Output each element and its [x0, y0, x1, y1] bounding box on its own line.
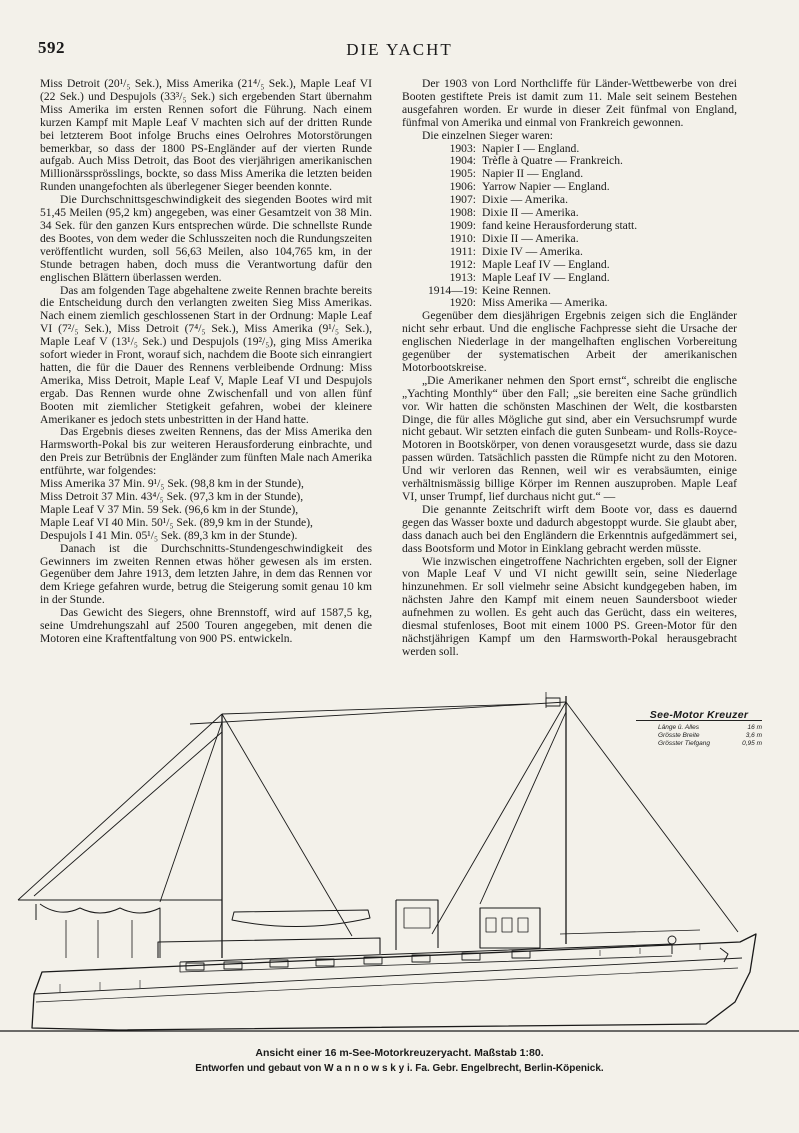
winner-entry: Miss Amerika — Amerika.	[482, 296, 608, 310]
winner-entry: Maple Leaf IV — England.	[482, 270, 610, 284]
spec-label: Länge ü. Alles	[658, 724, 699, 731]
winners-heading: Die einzelnen Sieger waren:	[422, 128, 554, 142]
list-item: Miss Amerika 37 Min. 9¹/₅ Sek. (98,8 km in der Stunde),	[40, 477, 304, 491]
spec-row	[636, 740, 762, 748]
spec-label: Grösste Breite	[658, 732, 700, 739]
list-item	[428, 220, 737, 233]
winner-entry: Keine Rennen.	[482, 283, 551, 297]
figure-caption	[0, 1046, 799, 1076]
year: 1906:	[449, 180, 476, 194]
list-item: Miss Detroit 37 Min. 43⁴/₅ Sek. (97,3 km in der Stunde),	[40, 490, 304, 503]
year: 1912:	[449, 257, 476, 271]
year: 1907:	[449, 193, 476, 207]
page-number: 592	[38, 38, 65, 57]
year: 1913:	[449, 270, 476, 284]
paragraph: Miss Detroit (20¹/₅ Sek.), Miss Amerika (21⁴/₅ Sek.), Maple Leaf VI (22 Sek.) und Despujols (33³/₅ Sek.) sich ergebenden Start übernahm Miss Amerika im ersten Rennen sofort die Führung. Nach einem kurzen Kampf mit Maple Leaf V machten sich auf der dritten Runde bei letzterem Boot infolge Bruchs eines Oelrohres Motorstörungen bemerkbar, so dass der 1800 PS-Engländer auf der vierten Runde aufgab. Auch Miss Detroit, das Boot des vierjährigen amerikanischen Millionärssprösslings, bockte, so dass Miss Amerika die letzten beiden Runden unangefochten als überlegener Sieger beenden konnte.	[40, 77, 372, 194]
left-column	[40, 78, 372, 646]
winner-entry: Maple Leaf IV — England.	[482, 257, 610, 271]
paragraph: Das Gewicht des Siegers, ohne Brennstoff, wird auf 1587,5 kg, seine Umdrehungszahl auf 2500 Touren angegeben, mit denen die Motoren eine Kraftentfaltung von 900 PS. entwickeln.	[40, 606, 372, 645]
winner-entry: Dixie II — Amerika.	[482, 231, 579, 245]
paragraph: Die Durchschnittsgeschwindigkeit des siegenden Bootes wird mit 51,45 Meilen (95,2 km) angegeben, was einer Gesamtzeit von 38 Min. 34 Sek. für den ganzen Kurs entsprechen würde. Die schnellste Runde des Bootes, von dem weder die Schlusszeiten noch die Rundungszeiten veröffentlicht wurden, soll 56,63 Meilen, also 104,765 km, in der Stunde betragen haben, doch muss die Verantwortung dafür den englischen Blättern überlassen werden.	[40, 193, 372, 284]
caption-title: Ansicht einer 16 m-See-Motorkreuzeryacht. Maßstab 1:80.	[255, 1047, 544, 1059]
spec-value: 0,95 m	[742, 740, 762, 747]
year: 1904:	[449, 154, 476, 168]
year: 1910:	[449, 231, 476, 245]
spec-value: 3,6 m	[745, 732, 762, 739]
winners-list	[428, 143, 737, 311]
year: 1911:	[450, 244, 476, 258]
year: 1908:	[449, 206, 476, 220]
spec-title: See-Motor Kreuzer	[636, 711, 762, 721]
paragraph: Der 1903 von Lord Northcliffe für Länder-Wettbewerbe von drei Booten gestiftete Preis ist damit zum 11. Male seit seinem Bestehen ausgefahren worden. Er wurde in dieser Zeit fünfmal von England, fünfmal von Amerika und einmal von Frankreich gewonnen.	[402, 77, 737, 129]
winner-entry: Yarrow Napier — England.	[482, 180, 610, 194]
race-results-list	[40, 478, 372, 543]
list-item: Maple Leaf VI 40 Min. 50¹/₅ Sek. (89,9 km in der Stunde),	[40, 515, 313, 529]
spec-row	[636, 732, 762, 740]
spec-value: 16 m	[747, 724, 762, 731]
list-item: Despujols I 41 Min. 05¹/₅ Sek. (89,3 km in der Stunde).	[40, 528, 298, 542]
winner-entry: Dixie IV — Amerika.	[482, 244, 583, 258]
year: 1920:	[449, 296, 476, 310]
winner-entry: Dixie — Amerika.	[482, 193, 568, 207]
running-head: DIE YACHT	[346, 40, 453, 59]
year: 1905:	[449, 167, 476, 181]
paragraph: Danach ist die Durchschnitts-Stundengeschwindigkeit des Gewinners im zweiten Rennen etwas höher gewesen als im ersten. Gegenüber dem Jahre 1913, dem letzten Jahre, in dem das Rennen vor dem Kriege gefahren wurde, betrug die Steigerung somit genau 10 km in der Stunde.	[40, 541, 372, 607]
year: 1914—19:	[428, 283, 478, 297]
year: 1909:	[449, 218, 476, 232]
paragraph: Das Ergebnis dieses zweiten Rennens, das der Miss Amerika den Harmsworth-Pokal bis zur weiteren Herausforderung einbrachte, und den Preis zur Betrübnis der Engländer zum fünften Male nach Amerika entführte, war folgendes:	[40, 425, 372, 478]
winner-entry: Napier II — England.	[482, 167, 584, 181]
specification-legend	[636, 711, 762, 748]
winner-entry: Dixie II — Amerika.	[482, 206, 579, 220]
paragraph: Wie inzwischen eingetroffene Nachrichten ergeben, soll der Eigner von Maple Leaf V und VI nicht gewillt sein, seine Niederlage hinzunehmen. Er soll vielmehr seine Absicht kundgegeben haben, im nächsten Jahre den Kampf mit einem neuen Saundersboot wieder aufnehmen zu wollen. Es geht auch das Gerücht, dass ein weiteres, diesmal stufenloses, Boot mit einem 1000 PS. Green-Motor für den nächstjährigen Kampf um den Harmsworth-Pokal herausgebracht werden soll.	[402, 554, 737, 658]
right-column	[402, 78, 737, 659]
winner-entry: fand keine Herausforderung statt.	[482, 218, 638, 232]
spec-label: Grösster Tiefgang	[658, 740, 710, 747]
paragraph: Die genannte Zeitschrift wirft dem Boote vor, dass es dauernd gegen das Wasser boxte und dadurch abgestoppt wurde. Sie glaubt aber, dass danach auch bei den Engländern die Erkenntnis aufgedämmert sei, dass Bootsform und Motor in Einklang gebracht werden müsste.	[402, 502, 737, 555]
winner-entry: Napier I — England.	[482, 141, 580, 155]
caption-credit: Entworfen und gebaut von W a n n o w s k y i. Fa. Gebr. Engelbrecht, Berlin-Köpenick.	[195, 1063, 604, 1074]
winner-entry: Trèfle à Quatre — Frankreich.	[482, 154, 623, 168]
spec-row	[636, 724, 762, 732]
list-item	[428, 272, 737, 285]
paragraph: Das am folgenden Tage abgehaltene zweite Rennen brachte bereits die Entscheidung durch den verlangten zweiten Sieg Miss Amerikas. Nach einem ziemlich geschlossenen Start in der Ordnung: Maple Leaf VI (7²/₅ Sek.), Miss Detroit (7⁴/₅ Sek.), Miss Amerika (9¹/₅ Sek.), Maple Leaf V (13¹/₅ Sek.) und Despujols (19²/₅), ging Miss Amerika sofort wieder in Front, worauf sich, nachdem die Boote sich einrangiert hatten, die für die Dauer des Rennens verbleibende Ordnung: Miss Amerika, Miss Detroit, Maple Leaf V, Maple Leaf VI und Despujols ergab. Das Rennen wurde ohne Zwischenfall und von allen fünf Booten mit ziemlicher Stetigkeit gefahren, wobei der kleinere Amerikaner es jedoch stets unbestritten in der Hand hatte.	[40, 283, 372, 426]
list-item: Maple Leaf V 37 Min. 59 Sek. (96,6 km in der Stunde),	[40, 502, 299, 516]
paragraph: „Die Amerikaner nehmen den Sport ernst“, schreibt die englische „Yachting Monthly“ über den Fall; „sie bereiten eine Sache gründlich vor. Wir hatten die schönsten Maschinen der Welt, die kostbarsten Dinge, die für alles Mögliche gut sind, aber ein Versuchsrumpf wurde nicht gebaut. Wir setzten einfach die guten Sunbeam- und Rolls-Royce-Motoren in Bootskörper, von denen vorausgesetzt wurde, dass sie dazu passen würden. Tatsächlich passten die Rümpfe nicht zu den Motoren. Und wir verloren das Rennen, weil wir es verabsäumten, einige verhältnismässig billige Körper im Rennen auszuproben. Maple Leaf VI, unser Trumpf, lief durchaus nicht gut.“ —	[402, 373, 737, 503]
paragraph: Gegenüber dem diesjährigen Ergebnis zeigen sich die Engländer nicht sehr erbaut. Und die englische Fachpresse sieht die Ursache der englischen Niederlage in der mangelhaften englischen Vorbereitung gegenüber der systematischen Arbeit der amerikanischen Motorbootskreise.	[402, 309, 737, 374]
year: 1903:	[449, 141, 476, 155]
